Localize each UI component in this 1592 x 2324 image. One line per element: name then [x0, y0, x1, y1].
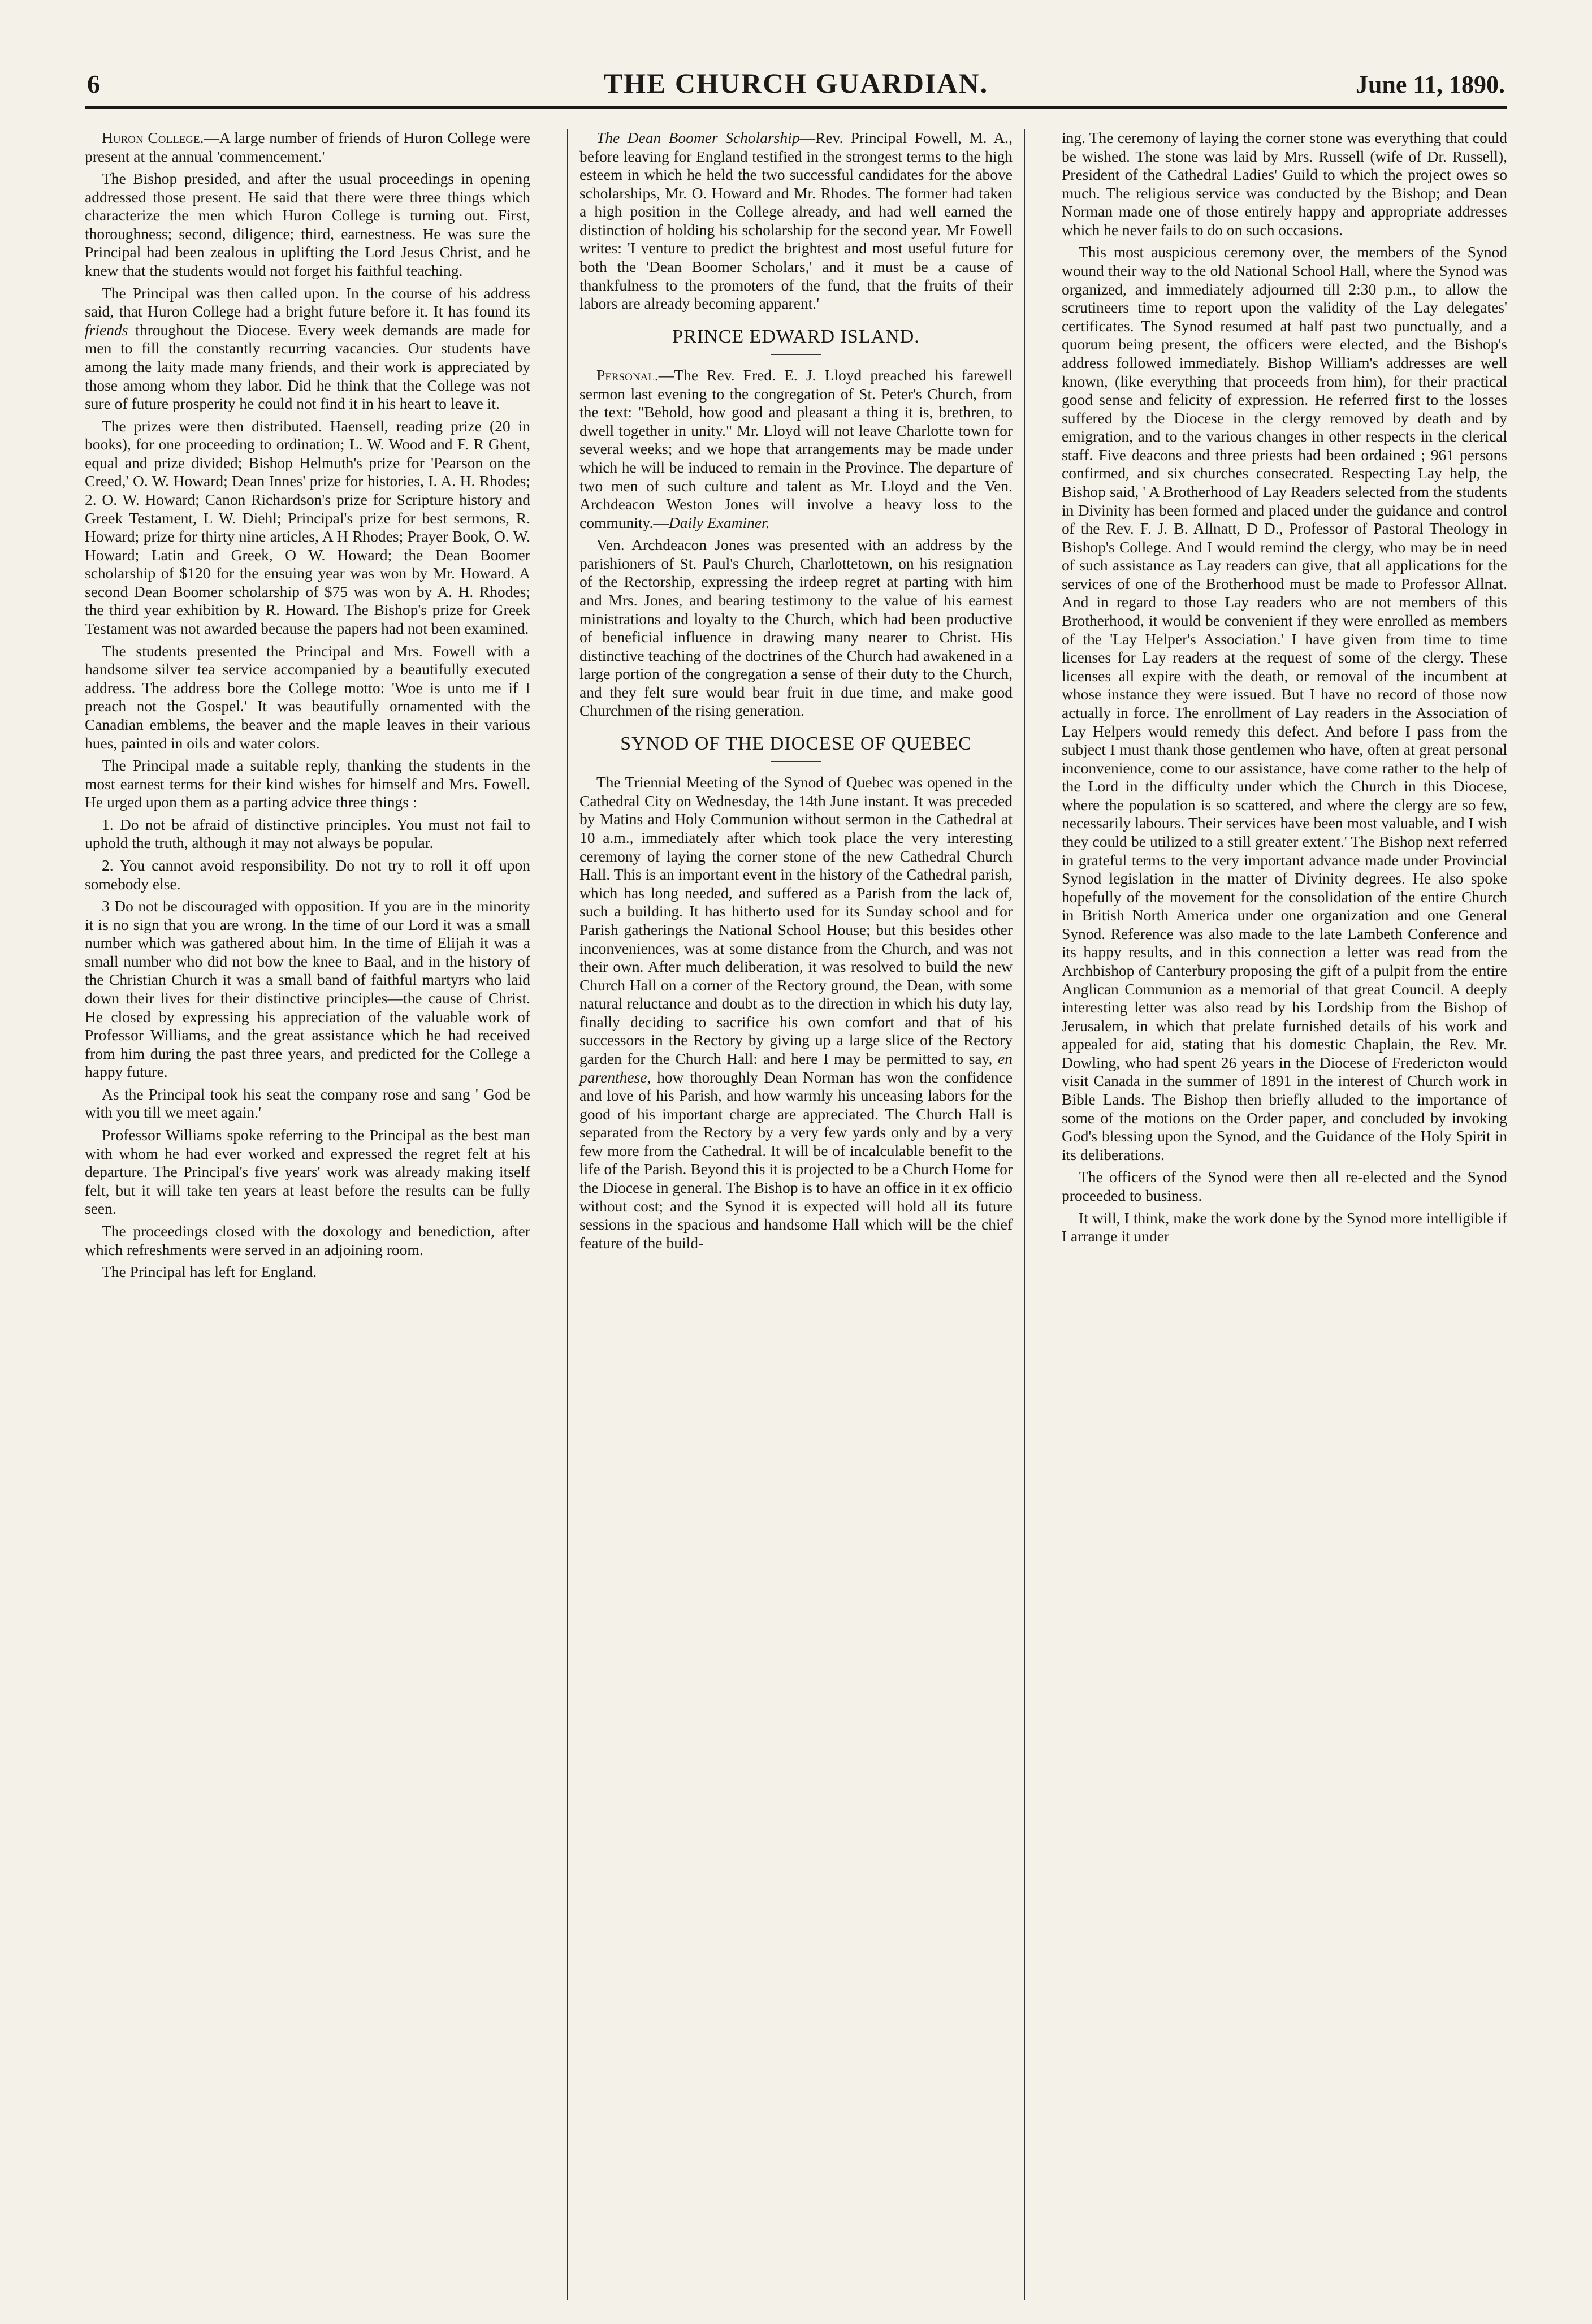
- column-1: [85, 129, 543, 2300]
- paragraph: The Bishop presided, and after the usual proceedings in opening addressed those present. He said that there were three things which characterize the men which Huron College is turning out. First, thoroughness; second, diligence; third, earnestness. He was sure the Principal had been zealous in uplifting the Lord Jesus Christ, and he knew that the students would not forget his faithful teaching.: [85, 170, 530, 280]
- masthead-title: THE CHURCH GUARDIAN.: [603, 67, 989, 99]
- paragraph: The Triennial Meeting of the Synod of Quebec was opened in the Cathedral City on Wednesday, the 14th June instant. It was preceded by Matins and Holy Communion without sermon in the Cathedral at 10 a.m., immediately after which took place the very interesting ceremony of laying the corner stone of the new Cathedral Church Hall. This is an important event in the history of the Cathedral parish, which has long needed, and suffered as a Parish from the lack of, such a building. It has hitherto used for its Sunday school and for Parish gatherings the National School House; but this besides other inconveniences, was at some distance from the Church, and was not their own. After much deliberation, it was resolved to build the new Church Hall on a corner of the Rectory ground, the Dean, with some natural reluctance and doubt as to the direction in which his duty lay, finally deciding to sacrifice his own comfort and that of his successors in the Rectory by giving up a large slice of the Rectory garden for the Church Hall: and here I may be permitted to say, en parenthese, how thoroughly Dean Norman has won the confidence and love of his Parish, and how warmly his unceasing labors for the good of his important charge are appreciated. The Church Hall is separated from the Rectory by a very few yards only and by a very few more from the Cathedral. It will be of incalculable benefit to the life of the Parish. Beyond this it is projected to be a Church Home for the Diocese in general. The Bishop is to have an office in it ex officio without cost; and the Synod it is expected will hold all its future sessions in the spacious and handsome Hall which will be the chief feature of the build-: [579, 773, 1013, 1252]
- paragraph: Personal.—The Rev. Fred. E. J. Lloyd preached his farewell sermon last evening to the congregation of St. Peter's Church, from the text: "Behold, how good and pleasant a thing it is, brethren, to dwell together in unity." Mr. Lloyd will not leave Charlotte town for several weeks; and we hope that arrangements may be made under which he will be induced to remain in the Province. The departure of two men of such culture and talent as Mr. Lloyd and the Ven. Archdeacon Weston Jones will involve a heavy loss to the community.—Daily Examiner.: [579, 366, 1013, 531]
- section-lead: The Dean Boomer Scholarship: [596, 129, 800, 146]
- paragraph: The proceedings closed with the doxology and benediction, after which refreshments were served in an adjoining room.: [85, 1222, 530, 1258]
- article-columns: [85, 129, 1507, 2300]
- paragraph: The Principal has left for England.: [102, 1263, 317, 1281]
- section-heading: SYNOD OF THE DIOCESE OF QUEBEC: [620, 733, 972, 755]
- page-number: 6: [87, 70, 100, 98]
- paragraph: This most auspicious ceremony over, the members of the Synod wound their way to the old National School Hall, where the Synod was organized, and immediately adjourned till 2:30 p.m., to allow the scrutineers time to report upon the validity of the Lay delegates' certificates. The Synod resumed at half past two punctually, and a quorum being present, the officers were elected, and the Bishop's address followed immediately. Bishop William's addresses are well known, (like everything that proceeds from him), for their practical good sense and felicity of expression. He referred first to the losses suffered by the Diocese in the clergy removed by death and by emigration, and to the various changes in other respects in the clerical staff. Five deacons and three priests had been ordained ; 961 persons confirmed, and six churches consecrated. Respecting Lay help, the Bishop said, ' A Brotherhood of Lay Readers selected from the students in Divinity has been formed and placed under the guidance and control of the Rev. F. J. B. Allnatt, D D., Professor of Pastoral Theology in Bishop's College. And I would remind the clergy, who may be in need of such assistance as Lay readers can give, that all applications for the services of one of the Brotherhood must be made to Professor Allnat. And in regard to those Lay readers who are not members of this Brotherhood, it would be convenient if they were enrolled as members of the 'Lay Helper's Association.' I have given from time to time licenses for Lay readers at the request of some of the clergy. These licenses all expire with the death, or removal of the incumbent at whose instance they were issued. But I have no record of those now actually in force. The enrollment of Lay readers in the Association of Lay Helpers would remedy this defect. And before I pass from the subject I must thank those gentlemen who have, often at great personal inconvenience, come to our assistance, have come rather to the help of the Lord in the difficulty under which the Church in this Diocese, where the population is so scattered, and where the clergy are so few, necessarily labours. Their services have been most valuable, and I wish they could be utilized to a still greater extent.' The Bishop next referred in grateful terms to the very important advance made under Provincial Synod legislation in the matter of Divinity degrees. He also spoke hopefully of the movement for the consolidation of the entire Church in British North America under one organization and one General Synod. Reference was also made to the late Lambeth Conference and its happy results, and in this connection a letter was read from the Archbishop of Canterbury proposing the gift of a pulpit from the entire Anglican Communion as a memorial of that great Council. A deeply interesting letter was also read by his Lordship from the Bishop of Jerusalem, in which that prelate furnished details of his work and appealed for aid, stating that his domestic Chaplain, the Rev. Mr. Dowling, who had spent 26 years in the Diocese of Fredericton would visit Canada in the summer of 1891 in the interest of Church work in Bible Lands. The Bishop then briefly alluded to the importance of some of the motions on the Order paper, and concluded by invoking God's blessing upon the Synod, and the Guidance of the Holy Spirit in its deliberations.: [1062, 243, 1507, 1163]
- paragraph: The students presented the Principal and Mrs. Fowell with a handsome silver tea service accompanied by a beautifully executed address. The address bore the College motto: 'Woe is unto me if I preach not the Gospel.' It was beautifully ornamented with the Canadian emblems, the beaver and the maple leaves in their various hues, painted in oils and water colors.: [85, 642, 530, 752]
- section-lead: Personal.: [596, 366, 659, 384]
- section-lead: Huron College.: [102, 129, 204, 146]
- paragraph: The Principal made a suitable reply, thanking the students in the most earnest terms for their kind wishes for himself and Mrs. Fowell. He urged upon them as a parting advice three things :: [85, 756, 530, 811]
- issue-date: June 11, 1890.: [1355, 71, 1505, 98]
- paragraph: As the Principal took his seat the company rose and sang ' God be with you till we meet again.': [85, 1085, 530, 1122]
- paragraph: It will, I think, make the work done by the Synod more intelligible if I arrange it under: [1062, 1209, 1507, 1245]
- paragraph: The Dean Boomer Scholarship—Rev. Principal Fowell, M. A., before leaving for England testified in the strongest terms to the high esteem in which he held the two successful candidates for the above scholarships, Mr. O. Howard and Mr. Rhodes. The former had taken a high position in the College already, and had well earned the distinction of holding his scholarship for the second year. Mr Fowell writes: 'I venture to predict the brightest and most useful future for both the 'Dean Boomer Scholars,' and it must be a cause of thankfulness to the promoters of the fund, that the fruits of their labors are already becoming apparent.': [579, 129, 1013, 313]
- section-heading: PRINCE EDWARD ISLAND.: [672, 326, 920, 347]
- source-credit: Daily Examiner.: [668, 513, 770, 531]
- divider: [771, 354, 821, 355]
- paragraph: 2. You cannot avoid responsibility. Do not try to roll it off upon somebody else.: [85, 856, 530, 893]
- paragraph: ing. The ceremony of laying the corner stone was everything that could be wished. The stone was laid by Mrs. Russell (wife of Dr. Russell), President of the Cathedral Ladies' Guild to which the project owes so much. The religious service was conducted by the Bishop; and Dean Norman made one of those entirely happy and appropriate addresses which he never fails to do on such occasions.: [1062, 129, 1507, 239]
- column-2: [567, 129, 1025, 2300]
- paragraph: Ven. Archdeacon Jones was presented with an address by the parishioners of St. Paul's Church, Charlottetown, on his resignation of the Rectorship, expressing the irdeep regret at parting with him and Mrs. Jones, and bearing testimony to the value of his earnest ministrations and loyalty to the Church, which had been productive of beneficial influence in drawing many nearer to Christ. His distinctive teaching of the doctrines of the Church had awakened in a large portion of the congregation a sense of their duty to the Church, and they felt sure would bear fruit in due time, and make good Churchmen of the rising generation.: [579, 536, 1013, 720]
- page-header: [85, 67, 1507, 109]
- paragraph: 1. Do not be afraid of distinctive principles. You must not fail to uphold the truth, although it may not always be popular.: [85, 815, 530, 852]
- paragraph: The Principal was then called upon. In the course of his address said, that Huron College had a bright future before it. It has found its friends throughout the Diocese. Every week demands are made for men to fill the constantly recurring vacancies. Our students have among the laity made many friends, and their work is appreciated by those among whom they labor. Did he think that the College was not sure of future prosperity he could not find it in his heart to leave it.: [85, 284, 530, 413]
- paragraph: Huron College.—A large number of friends of Huron College were present at the annual 'commencement.': [85, 129, 530, 165]
- divider: [771, 761, 821, 762]
- paragraph: The officers of the Synod were then all re-elected and the Synod proceeded to business.: [1062, 1168, 1507, 1204]
- column-3: [1049, 129, 1507, 2300]
- paragraph: Professor Williams spoke referring to the Principal as the best man with whom he had ever worked and expressed the regret felt at his departure. The Principal's five years' work was already making itself felt, but it will take ten years at least before the results can be fully seen.: [85, 1126, 530, 1218]
- paragraph: 3 Do not be discouraged with opposition. If you are in the minority it is no sign that you are wrong. In the time of our Lord it was a small number which was gathered about him. In the time of Elijah it was a small number who did not bow the knee to Baal, and in the history of the Christian Church it was a small band of faithful martyrs who laid down their lives for their distinctive principles—the cause of Christ. He closed by expressing his appreciation of the valuable work of Professor Williams, and the great assistance which he had received from him during the past three years, and predicted for the College a happy future.: [85, 897, 530, 1081]
- paragraph: The prizes were then distributed. Haensell, reading prize (20 in books), for one proceeding to ordination; L. W. Wood and F. R Ghent, equal and prize divided; Bishop Helmuth's prize for 'Pearson on the Creed,' O. W. Howard; Dean Innes' prize for histories, I. A. H. Rhodes; 2. O. W. Howard; Canon Richardson's prize for Scripture history and Greek Testament, L W. Diehl; Principal's prize for best sermons, R. Howard; prize for thirty nine articles, A H Rhodes; Prayer Book, O. W. Howard; Latin and Greek, O W. Howard; the Dean Boomer scholarship of $120 for the ensuing year was won by Mr. Howard. A second Dean Boomer scholarship of $75 was won by A. H. Rhodes; the third year exhibition by R. Howard. The Bishop's prize for Greek Testament was not awarded because the papers had not been examined.: [85, 417, 530, 638]
